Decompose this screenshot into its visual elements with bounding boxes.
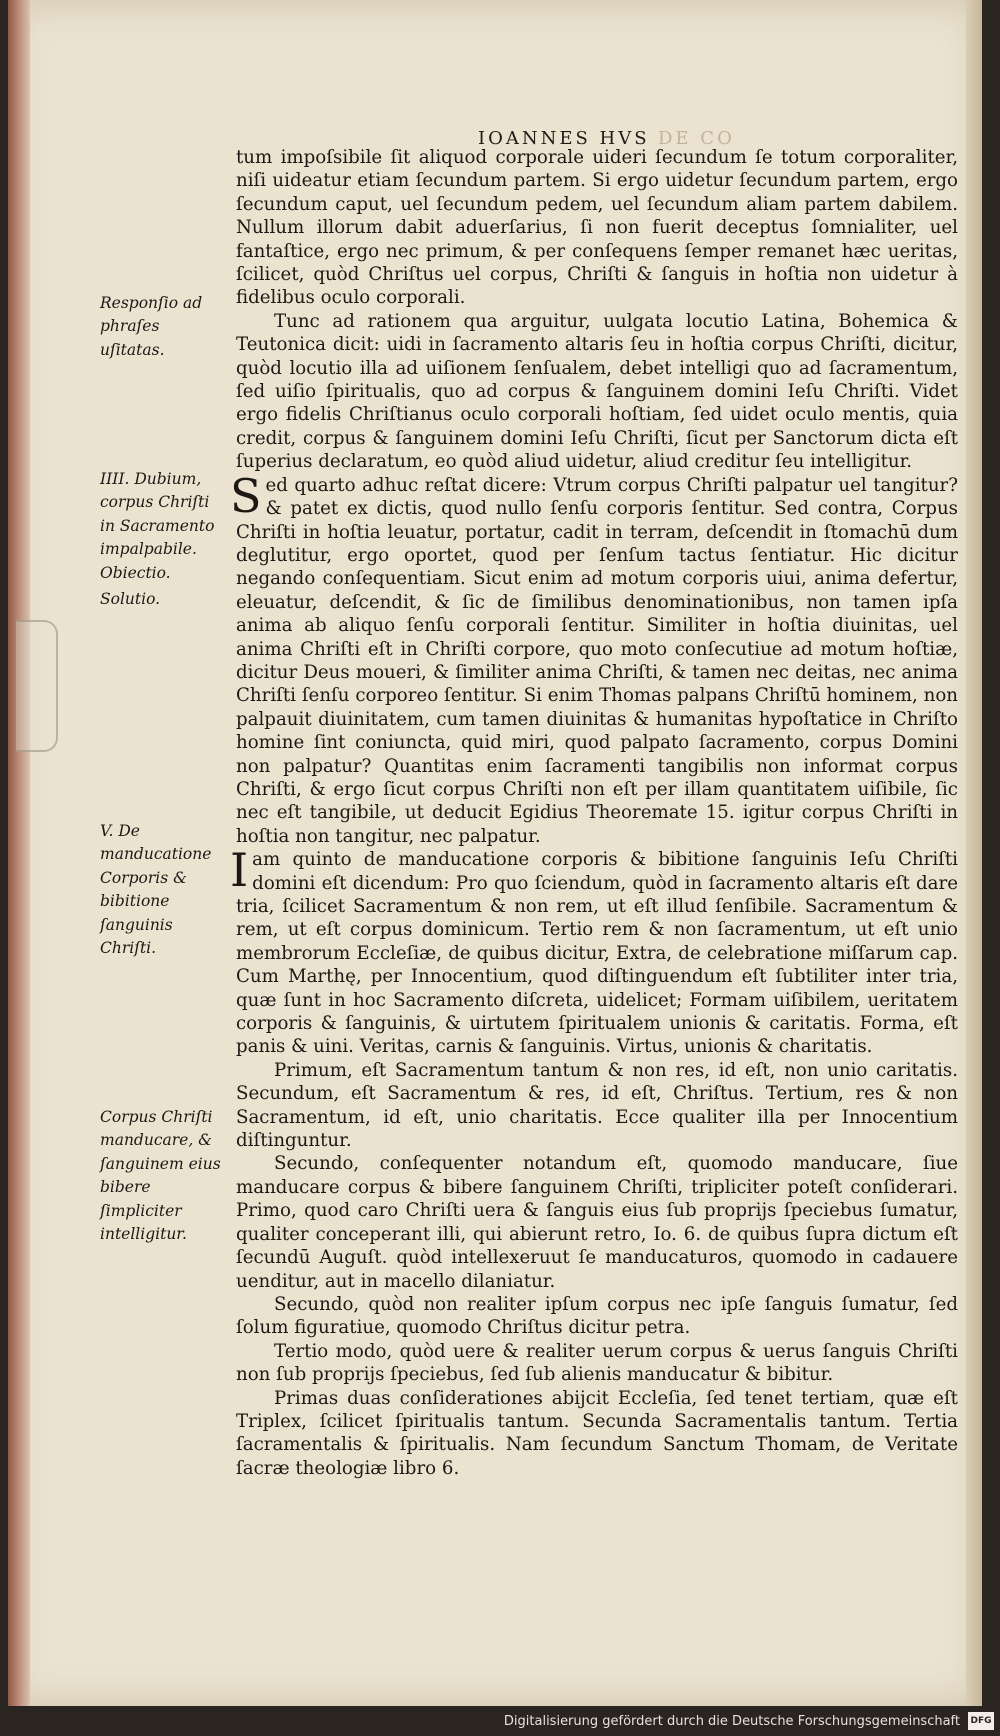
paragraph: tum impoſsibile ſit aliquod corporale uideri ſecundum ſe totum corporaliter, niſi uideatur etiam ſecundum partem. Si ergo uidetur ſecundum partem, ergo ſecundum caput, uel ſecundum pedem, uel ſecundum aliam partem dabilem. Nullum illorum dabit aduerſarius, ſi non fuerit deceptus ſomnialiter, uel fantaſtice, ergo nec primum, & per conſequens ſemper remanet hæc ueritas, ſcilicet, quòd Chriſtus uel corpus, Chriſti & ſanguis in hoſtia non uidetur à fidelibus oculo corporali. — [236, 147, 958, 309]
paragraph: Sed quarto adhuc reſtat dicere: Vtrum corpus Chriſti palpatur uel tangitur? & patet ex dictis, quod nullo ſenſu corporis ſentitur. Sed contra, Corpus Chriſti in hoſtia leuatur, portatur, cadit in terram, deſcendit in ſtomachū dum deglutitur, ergo oportet, quod per ſenſum tactus ſentiatur. Hic dicitur negando conſequentiam. Sicut enim ad motum corporis uiui, anima defertur, eleuatur, deſcendit, & ſic de ſimilibus denominationibus, non tamen ipſa anima ab aliquo ſenſu corporali ſentitur. Similiter in hoſtia diuinitas, uel anima Chriſti eſt in Chriſti corpore, quo moto conſecutiue ad motum hoſtiæ, dicitur Deus moueri, & ſimiliter anima Chriſti, & tamen nec deitas, nec anima Chriſti ſenſu corporeo ſentitur. Si enim Thomas palpans Chriſtū hominem, non palpauit diuinitatem, cum tamen diuinitas & humanitas hypoſtatice in Chriſto homine ſint coniuncta, quid miri, quod palpato ſacramento, corpus Domini non palpatur? Quantitas enim ſacramenti tangibilis non informat corpus Chriſti, & ergo ſicut corpus Chriſti non eſt per illam quantitatem uiſibile, ſic nec eſt tangibile, ut deducit Egidius Theoremate 15. igitur corpus Chriſti in hoſtia non tangitur, nec palpatur. — [230, 468, 958, 847]
margin-note-solutio: Solutio. — [100, 590, 161, 608]
margin-note-responsio: Responſio ad phraſes uſitatas. — [100, 294, 203, 359]
paragraph: Tunc ad rationem qua arguitur, uulgata locutio Latina, Bohemica & Teutonica dicit: uidi in ſacramento altaris ſeu in hoſtia corpus Chriſti, dicitur, quòd locutio illa ad uiſionem ſenſualem, debet intelligi quo ad ſacramentum, ſed uiſio ſpiritualis, quo ad corpus & ſanguinem domini Ieſu Chriſti. Videt ergo fidelis Chriſtianus oculo corporali hoſtiam, ſed uidet oculo mentis, quia credit, corpus & ſanguinem domini Ieſu Chriſti, ſicut per Sanctorum dicta eſt ſuperius declaratum, eo quòd aliud uidetur, aliud creditur ſeu intelligitur. — [236, 310, 958, 473]
page-edge-right — [966, 0, 982, 1706]
paragraph: Primas duas conſiderationes abijcit Eccleſia, ſed tenet tertiam, quæ eſt Triplex, ſcilicet ſpiritualis tantum. Secunda Sacramentalis tantum. Tertia ſacramentalis & ſpiritualis. Nam ſecundum Sanctum Thomam, de Veritate ſacræ theologiæ libro 6. — [236, 1387, 958, 1479]
paragraph: Primum, eſt Sacramentum tantum & non res, id eſt, non unio caritatis. Secundum, eſt Sacramentum & res, id eſt, Chriſtus. Tertium, res & non Sacramentum, id eſt, unio charitatis. Ecce qualiter illa per Innocentium diſtinguntur. — [236, 1059, 958, 1152]
margin-note-manducatio: V. De manducatione Corporis & bibitione ſanguinis Chriſti. — [100, 822, 212, 958]
page-clip — [16, 620, 58, 752]
paragraph: Iam quinto de manducatione corporis & bibitione ſanguinis Ieſu Chriſti domini eſt dicendum: Pro quo ſciendum, quòd in ſacramento altaris eſt dare tria, ſcilicet Sacramentum & non rem, ut eſt illud ſenſibile. Sacramentum & rem, ut eſt corpus dominicum. Tertio rem & non ſacramentum, ut eſt unio membrorum Eccleſiæ, de quibus dicitur, Extra, de celebratione miſſarum cap. Cum Marthę, per Innocentium, quod diſtinguendum eſt ſubtiliter inter tria, quæ ſunt in hoc Sacramento diſcreta, uidelicet; Formam uiſibilem, ueritatem corporis & ſanguinis, & uirtutem ſpiritualem unionis & caritatis. Forma, eſt panis & uini. Veritas, carnis & ſanguinis. Virtus, unionis & charitatis. — [230, 843, 958, 1058]
paragraph: Secundo, quòd non realiter ipſum corpus nec ipſe ſanguis ſumatur, ſed ſolum figuratiue, quomodo Chriſtus dicitur petra. — [236, 1293, 958, 1339]
bleed-through-head: DE CO — [658, 128, 735, 149]
margin-note-dubium: IIII. Dubium, corpus Chriſti in Sacramento impalpabile. — [100, 470, 215, 559]
margin-note-corpus: Corpus Chriſti manducare, & ſanguinem eius bibere ſimpliciter intelligitur. — [100, 1108, 221, 1244]
page-edge-left — [8, 0, 30, 1706]
margin-note-obiectio: Obiectio. — [100, 564, 171, 582]
book-page — [8, 0, 982, 1706]
paragraph: Secundo, conſequenter notandum eſt, quomodo manducare, ſiue manducare corpus & bibere ſanguinem Chriſti, tripliciter poteſt conſiderari. Primo, quod caro Chriſti uera & ſanguis eius ſub proprijs ſpeciebus ſumatur, qualiter conceperant illi, qui abierunt retro, Io. 6. de quibus ſupra dictum eſt ſecundū Auguſt. quòd intellexeruut ſe manducaturos, quomodo in cadauere uenditur, aut in macello dilaniatur. — [236, 1153, 958, 1292]
footer-credit: Digitalisierung gefördert durch die Deutsche Forschungsgemeinschaft — [503, 1714, 960, 1729]
body-text — [230, 146, 958, 1480]
footer-bar — [0, 1706, 1000, 1736]
running-head: IOANNES HVS — [478, 128, 650, 149]
paragraph: Tertio modo, quòd uere & realiter uerum corpus & uerus ſanguis Chriſti non ſub proprijs ſpeciebus, ſed ſub alienis manducatur & bibitur. — [236, 1340, 958, 1386]
dfg-logo: DFG — [968, 1712, 994, 1730]
